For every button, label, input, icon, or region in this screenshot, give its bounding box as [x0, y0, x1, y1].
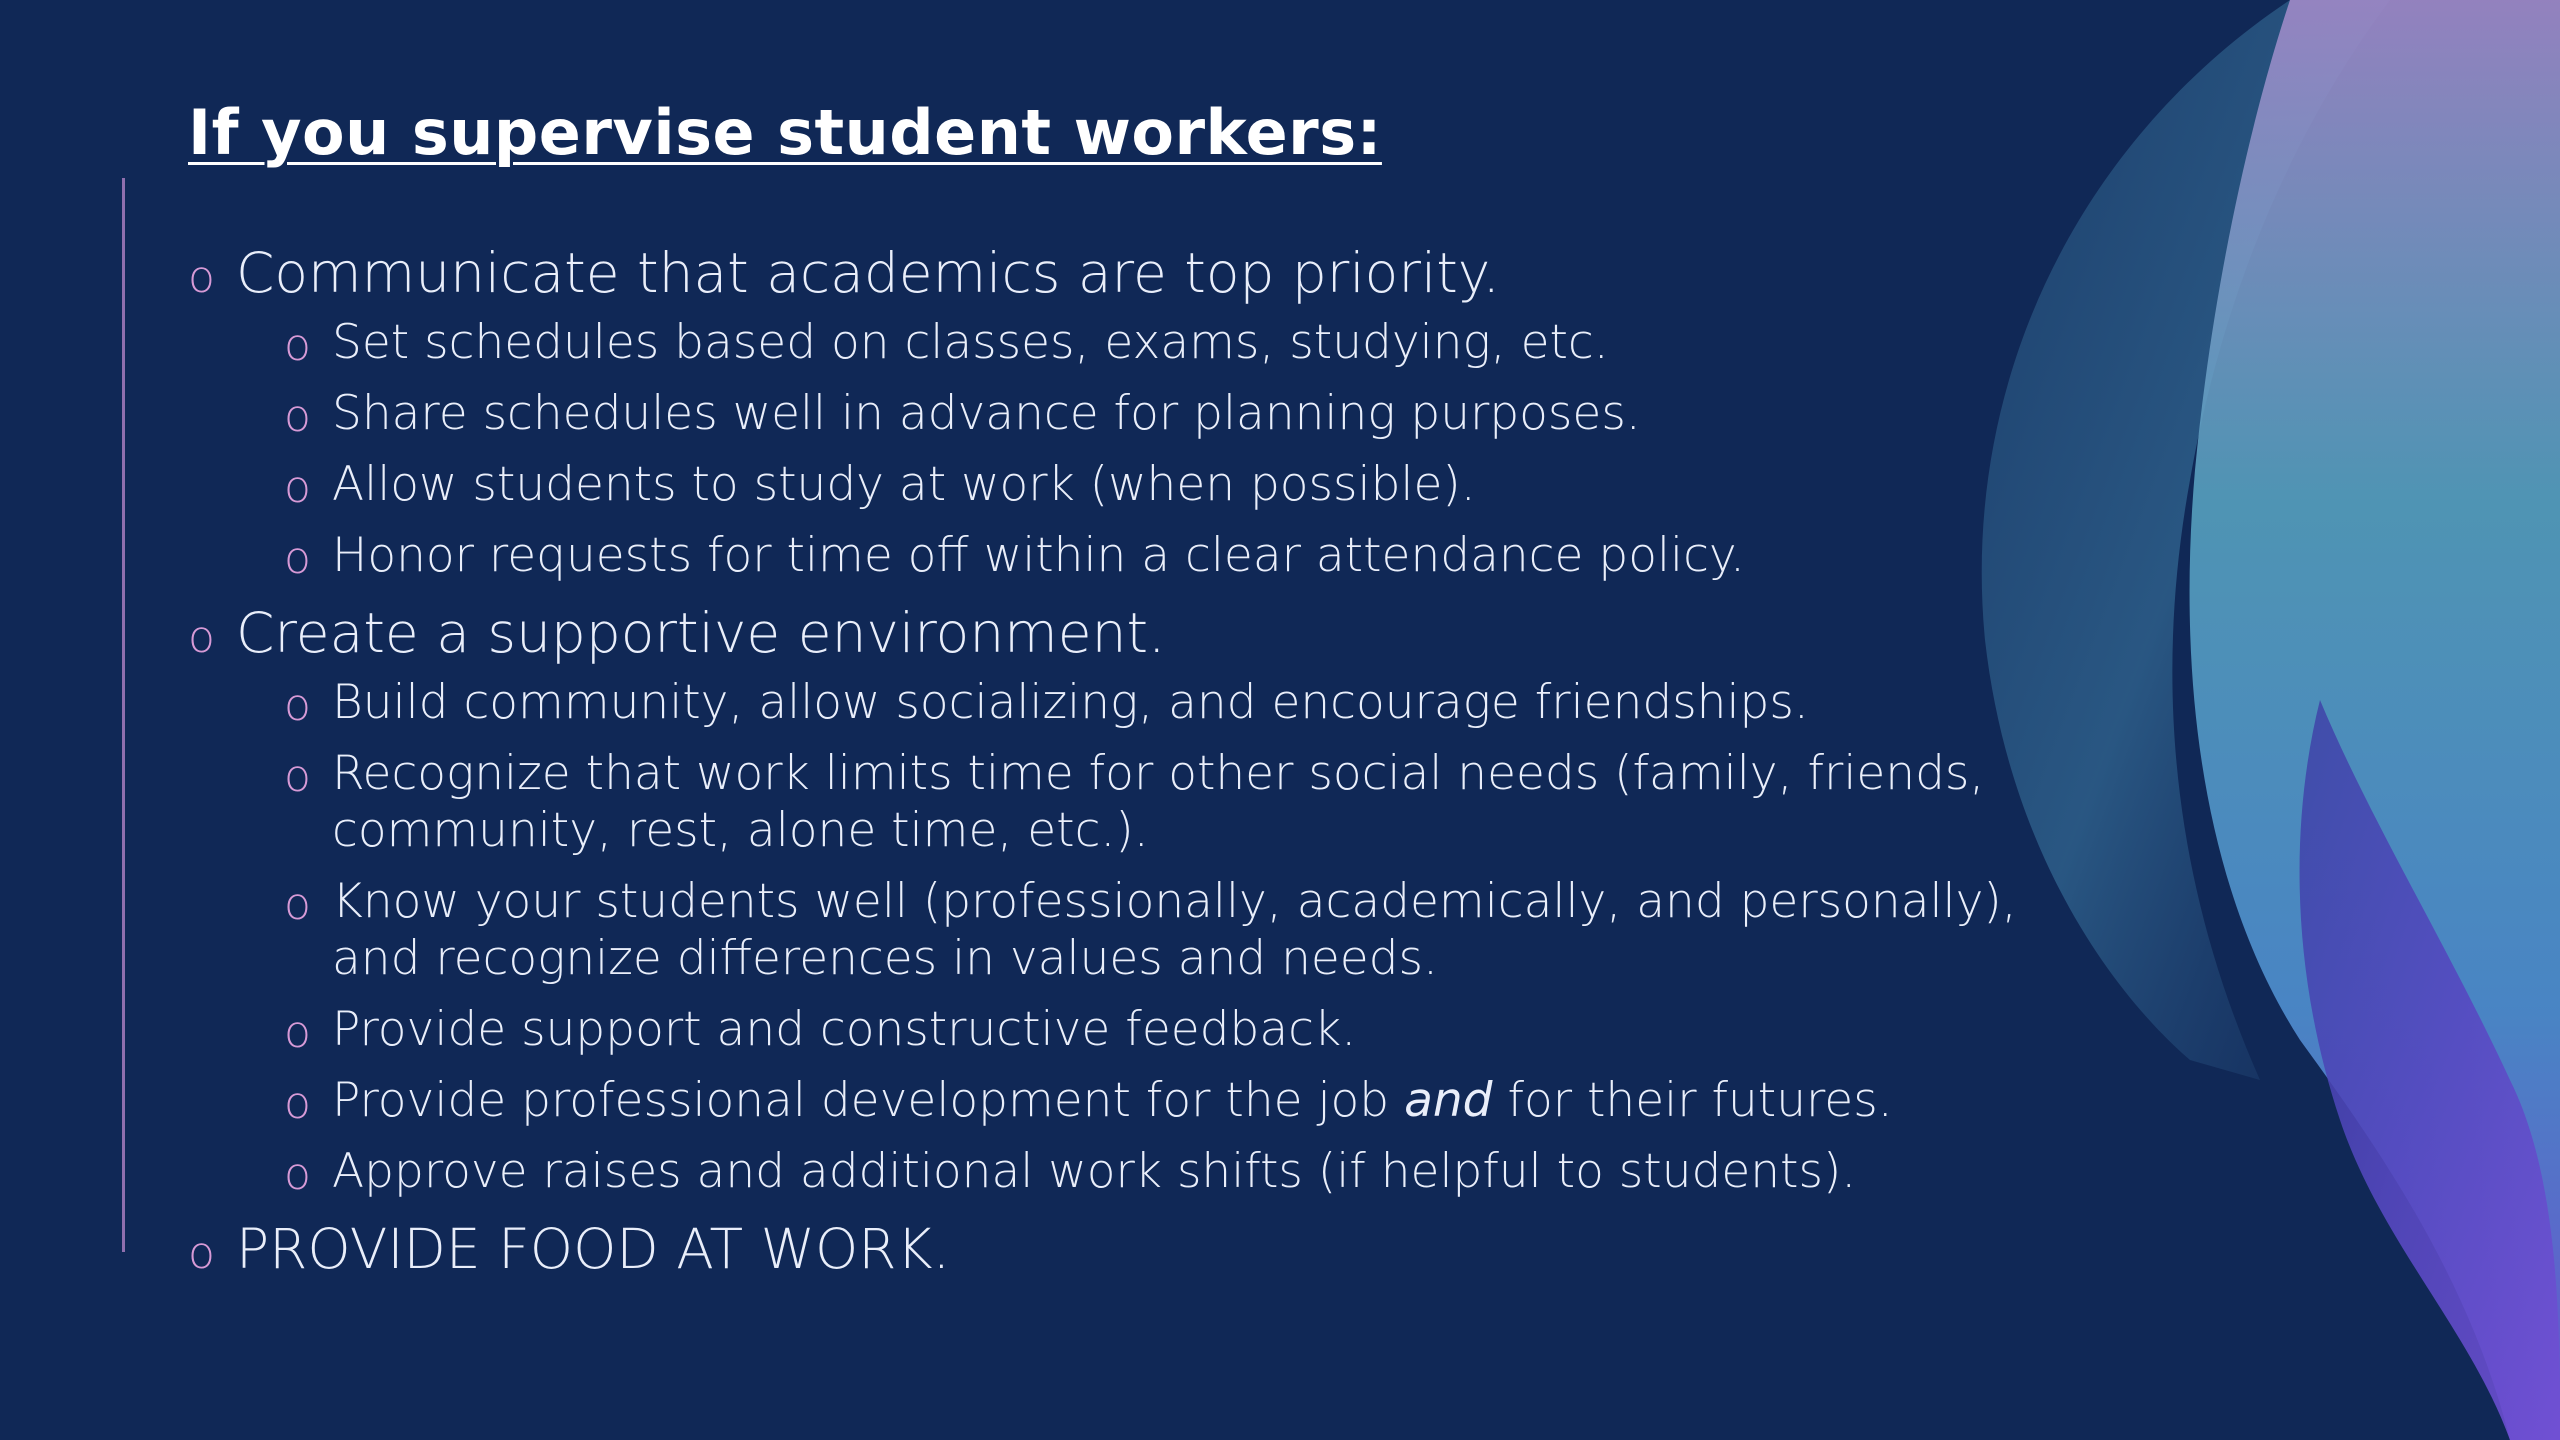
bullet-marker: o — [188, 1228, 215, 1279]
bullet-marker: o — [284, 1149, 311, 1200]
bullet-text: Know your students well (professionally, academically, and personally), and recognize differences in values and needs. — [332, 874, 2017, 986]
bullet-marker: o — [188, 612, 215, 663]
bullet-text: Honor requests for time off within a clear attendance policy. — [332, 528, 1745, 583]
bullet-text: PROVIDE FOOD AT WORK. — [236, 1217, 951, 1281]
bullet-marker: o — [284, 680, 311, 731]
bullet-marker: o — [284, 1078, 311, 1129]
bullet-marker: o — [284, 751, 311, 802]
bullet-marker: o — [284, 1007, 311, 1058]
bullet-text: Communicate that academics are top priority. — [236, 241, 1500, 305]
sub-bullet-item — [284, 385, 2018, 442]
bullet-marker: o — [284, 462, 311, 513]
vertical-accent-rule — [122, 178, 125, 1252]
bullet-text: Provide support and constructive feedback. — [332, 1002, 1357, 1057]
slide-title: If you supervise student workers: — [188, 96, 1382, 169]
bullet-text: Allow students to study at work (when possible). — [332, 457, 1476, 512]
sub-bullet-item — [284, 674, 2018, 731]
bullet-marker: o — [188, 252, 215, 303]
bullet-text-part: for their futures. — [1492, 1073, 1893, 1128]
bullet-text: Set schedules based on classes, exams, studying, etc. — [332, 315, 1609, 370]
bullet-text: Create a supportive environment. — [236, 601, 1166, 665]
bullet-item — [188, 1214, 2018, 1284]
bullet-marker: o — [284, 320, 311, 371]
bullet-text: Recognize that work limits time for other social needs (family, friends, community, rest, alone time, etc.). — [332, 746, 1985, 858]
bullet-marker: o — [284, 879, 311, 930]
sub-bullet-item — [284, 456, 2018, 513]
sub-bullet-item — [284, 873, 2018, 987]
sub-bullet-item — [284, 314, 2018, 371]
emphasis-text: and — [1404, 1073, 1493, 1128]
sub-bullet-item — [284, 745, 2018, 859]
sub-bullet-item — [284, 1143, 2018, 1200]
bullet-marker: o — [284, 533, 311, 584]
bullet-text: Build community, allow socializing, and encourage friendships. — [332, 675, 1809, 730]
sub-bullet-item — [284, 527, 2018, 584]
sub-bullet-item — [284, 1072, 2018, 1129]
bullet-text: Approve raises and additional work shifts (if helpful to students). — [332, 1144, 1857, 1199]
bullet-text — [332, 1073, 1893, 1128]
bullet-marker: o — [284, 391, 311, 442]
sub-bullet-item — [284, 1001, 2018, 1058]
bullet-item — [188, 598, 2018, 668]
bullet-list — [188, 238, 2018, 1284]
bullet-text: Share schedules well in advance for planning purposes. — [332, 386, 1641, 441]
bullet-text-part: Provide professional development for the job — [332, 1073, 1405, 1128]
bullet-item — [188, 238, 2018, 308]
